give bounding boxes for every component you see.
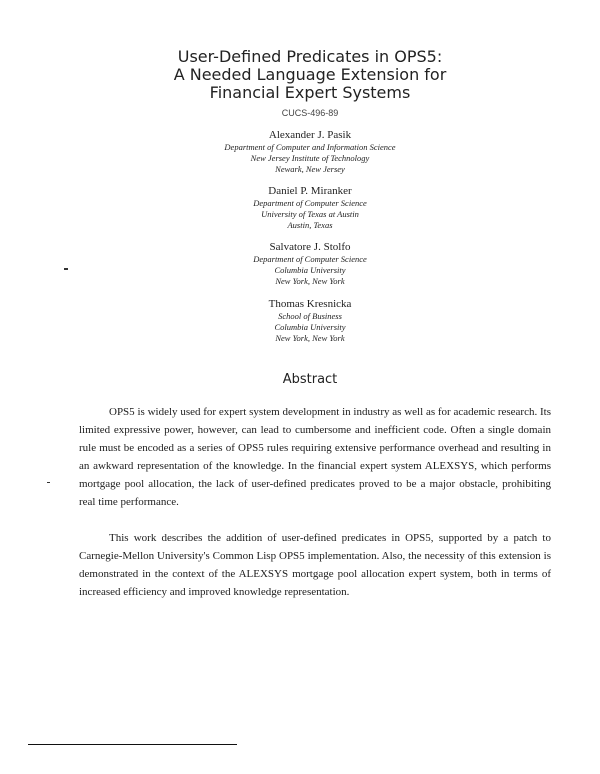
margin-mark: [64, 268, 68, 270]
author-block: [0, 185, 600, 231]
title-line: Financial Expert Systems: [209, 83, 411, 102]
author-institution: New Jersey Institute of Technology: [250, 153, 370, 163]
report-id: CUCS-496-89: [281, 108, 339, 118]
author-name: Salvatore J. Stolfo: [269, 241, 351, 253]
author-name: Daniel P. Miranker: [268, 185, 352, 197]
author-block: [0, 241, 600, 287]
abstract-heading: Abstract: [282, 372, 338, 387]
margin-mark: [47, 482, 50, 483]
title-line: User-Defined Predicates in OPS5:: [177, 47, 443, 66]
abstract-paragraph: OPS5 is widely used for expert system development in industry as well as for academic research. Its limited expressive power, however, can lead to cumbersome and inefficient code. Often a single domain rule must be encoded as a series of OPS5 rules requiring extensive performance overhead and resulting in an awkward representation of the knowledge. In the financial expert system ALEXSYS, which performs mortgage pool allocation, the lack of user-defined predicates proved to be a major obstacle, prohibiting real time performance.: [79, 406, 551, 508]
author-name: Alexander J. Pasik: [268, 129, 352, 141]
author-institution: Columbia University: [274, 322, 346, 332]
title-block: [0, 48, 600, 102]
author-location: New York, New York: [275, 276, 345, 286]
author-department: Department of Computer and Information Science: [224, 142, 396, 152]
author-block: [0, 129, 600, 175]
author-block: [0, 298, 600, 344]
author-institution: Columbia University: [274, 265, 346, 275]
title-line: A Needed Language Extension for: [173, 65, 447, 84]
author-department: Department of Computer Science: [253, 254, 367, 264]
footnote-rule: [28, 744, 237, 745]
author-location: New York, New York: [275, 333, 345, 343]
author-location: Austin, Texas: [287, 220, 333, 230]
author-location: Newark, New Jersey: [275, 164, 345, 174]
author-name: Thomas Kresnicka: [268, 298, 352, 310]
author-institution: University of Texas at Austin: [261, 209, 359, 219]
abstract-paragraph: This work describes the addition of user-defined predicates in OPS5, supported by a patch to Carnegie-Mellon University's Common Lisp OPS5 implementation. Also, the necessity of this extension is demonstrated in the context of the ALEXSYS mortgage pool allocation expert system, both in terms of increased efficiency and improved knowledge representation.: [79, 532, 551, 598]
author-department: Department of Computer Science: [253, 198, 367, 208]
author-department: School of Business: [278, 311, 342, 321]
